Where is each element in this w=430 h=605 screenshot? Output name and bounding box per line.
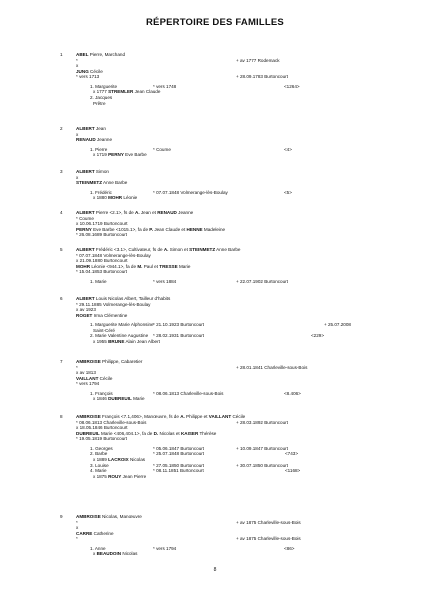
surname: ABEL xyxy=(76,52,89,57)
entry-text: x xyxy=(93,551,97,557)
entry-text: Anne Barbe xyxy=(215,247,241,252)
child-detail xyxy=(93,474,146,479)
entry-text: x 10.06.1719 Burtoncourt xyxy=(76,221,128,227)
death-date: + 28.03.1892 Burtoncourt xyxy=(236,419,288,425)
entry-text: x 21.09.1880 Burtoncourt xyxy=(76,258,128,264)
entry-line xyxy=(76,313,127,318)
entry-text: Léonie <944.1>, fa de xyxy=(90,263,138,269)
entry-text: Pierre, Marchand xyxy=(88,52,126,57)
surname: ALBERT xyxy=(76,126,95,131)
child-detail xyxy=(93,101,106,106)
child-entry xyxy=(90,95,112,100)
cross-reference: <86> xyxy=(284,545,295,551)
entry-text: Nicolas xyxy=(121,551,138,557)
entry-text: Nicolas xyxy=(128,457,146,462)
entry-text: Louis Nicolas Albert, Tailleur d'habits xyxy=(94,296,171,301)
entry-text: Irma Clémentine xyxy=(92,312,128,318)
surname: RENAUD xyxy=(76,137,96,143)
child-detail xyxy=(93,396,145,401)
entry-line xyxy=(76,126,106,131)
entry-text: 1. Marguerite xyxy=(90,83,118,89)
death-date: + 28.09.1783 Burtoncourt xyxy=(236,74,288,80)
child-entry xyxy=(90,322,154,327)
surname: BEAUDOIN xyxy=(96,551,122,557)
entry-line xyxy=(76,365,78,370)
entry-text: Philippe et xyxy=(184,414,209,419)
surname: STREMLER xyxy=(108,89,134,95)
child-detail xyxy=(93,339,160,344)
cross-reference: <1168> xyxy=(285,468,301,474)
child-entry xyxy=(90,391,113,396)
entry-text: Simon et xyxy=(168,247,190,252)
entry-line xyxy=(76,425,128,430)
surname: AMBROISE xyxy=(76,359,101,364)
surname: STEINMETZ xyxy=(76,180,103,186)
entry-text: 2. Barbe xyxy=(90,451,108,457)
entry-text: Prêtre xyxy=(93,100,106,106)
entry-text: * 19.05.1819 Burtoncourt xyxy=(76,436,128,442)
birth-date: * vers 1884 xyxy=(153,278,177,284)
birth-date: * 07.07.1848 Volmerange-lès-Boulay xyxy=(153,189,228,195)
entry-text: x xyxy=(76,525,79,531)
entry-text: x 1889 xyxy=(93,457,109,462)
entry-line xyxy=(76,359,142,364)
child-entry xyxy=(90,279,107,284)
entry-text: 1. Frédéric xyxy=(90,189,112,195)
entry-text: x 1719 xyxy=(93,152,109,158)
birth-date: * 25.07.1848 Burtoncourt xyxy=(153,451,205,457)
entry-line xyxy=(76,253,151,258)
surname: ALBERT xyxy=(76,169,95,174)
entry-text: Eve Barbe <1015.1>, fa de xyxy=(91,226,150,232)
surname: VAILLANT xyxy=(76,375,99,381)
child-detail xyxy=(93,551,137,556)
death-date: + 22.07.1902 Burtoncourt xyxy=(236,278,288,284)
surname: RENAUD xyxy=(157,210,177,215)
entry-text: * Coume xyxy=(76,215,94,221)
family-number: 9 xyxy=(60,514,63,519)
entry-text: Léonie xyxy=(122,195,138,201)
entry-line xyxy=(76,370,96,375)
entry-text: x 1777 xyxy=(93,89,109,95)
entry-text: x 1955 xyxy=(93,339,109,344)
family-number: 5 xyxy=(60,247,63,252)
death-date: + av 1777 Rodemack xyxy=(236,57,280,63)
entry-text: 1. Marie xyxy=(90,278,107,284)
birth-date: * 27.05.1850 Burtoncourt xyxy=(153,462,205,468)
entry-line xyxy=(76,247,240,252)
child-entry xyxy=(90,446,113,451)
death-date: + 10.09.1847 Burtoncourt xyxy=(236,445,288,451)
entry-text: Catherine xyxy=(92,530,114,536)
surname: ALBERT xyxy=(76,247,95,252)
cross-reference: <743> xyxy=(285,451,299,457)
entry-line xyxy=(76,525,78,530)
entry-text: Anne Barbe xyxy=(102,180,128,186)
entry-line xyxy=(76,514,142,519)
surname: VAILLANT xyxy=(208,414,232,419)
page-title: RÉPERTOIRE DES FAMILLES xyxy=(146,17,284,28)
entry-text: Eve Barbe xyxy=(123,152,147,158)
entry-text: 1. Georges xyxy=(90,445,113,451)
entry-text: Marie xyxy=(131,396,145,402)
entry-line xyxy=(76,180,127,185)
child-entry xyxy=(90,84,117,89)
surname: ROUY xyxy=(108,473,122,479)
entry-text: Cécile xyxy=(88,68,103,74)
entry-line xyxy=(76,52,125,57)
entry-text: Cécile xyxy=(98,375,113,381)
family-number: 2 xyxy=(60,126,63,131)
surname: ALBERT xyxy=(76,210,95,215)
entry-line xyxy=(76,169,109,174)
entry-text: x xyxy=(76,174,79,180)
family-number: 6 xyxy=(60,296,63,301)
entry-text: Jean et xyxy=(139,210,158,215)
surname: AMBROISE xyxy=(76,514,101,519)
birth-date: * 28.02.1931 Burtoncourt xyxy=(153,333,205,339)
entry-text: Nicolas et xyxy=(158,430,181,436)
entry-text: 1. Pierre xyxy=(90,146,108,152)
entry-text: * xyxy=(76,364,78,370)
surname: M. xyxy=(137,263,143,269)
surname: A. xyxy=(135,210,140,215)
entry-text: Saint-Céré xyxy=(93,327,115,333)
entry-text: François <7.1,406>, Manœuvre, fs de xyxy=(100,414,181,419)
entry-text: * vers 1713 xyxy=(76,74,100,80)
entry-text: Marie <406,404.1>, fa de xyxy=(99,430,154,436)
surname: ALBERT xyxy=(76,296,95,301)
entry-line xyxy=(76,376,112,381)
entry-line xyxy=(76,227,225,232)
birth-date: * 08.06.1813 Charleville-sous-Bois xyxy=(153,390,224,396)
surname: HENNE xyxy=(186,226,203,232)
entry-line xyxy=(76,258,128,263)
child-detail xyxy=(93,457,145,462)
entry-text: * 29.11.1885 Volmerange-lès-Boulay xyxy=(76,301,151,307)
entry-text: Madeleine xyxy=(202,226,226,232)
surname: D. xyxy=(153,430,159,436)
entry-text: x 1875 xyxy=(93,473,109,479)
entry-line xyxy=(76,296,170,301)
entry-line xyxy=(76,381,99,386)
entry-line xyxy=(76,216,94,221)
surname: A. xyxy=(180,414,185,419)
entry-text: 2. Jacques xyxy=(90,95,113,100)
entry-line xyxy=(76,436,127,441)
entry-text: Jean Pierre xyxy=(121,473,147,479)
entry-line xyxy=(76,420,146,425)
surname: DUBREUIL xyxy=(76,430,100,436)
birth-date: * 08.11.1851 Burtoncourt xyxy=(153,468,204,474)
surname: AMBROISE xyxy=(76,414,101,419)
child-entry xyxy=(90,451,107,456)
entry-text: x 1846 xyxy=(93,396,109,402)
child-detail xyxy=(93,89,160,94)
child-entry xyxy=(90,190,112,195)
birth-date: * 21.10.1923 Burtoncourt xyxy=(153,322,205,328)
death-date: + av 1875 Charleville-sous-Bois xyxy=(236,536,301,542)
surname: LACROIX xyxy=(108,457,129,462)
surname: ROGET xyxy=(76,312,93,318)
entry-text: Jean xyxy=(94,126,106,131)
entry-line xyxy=(76,221,128,226)
birth-date: * 05.06.1847 Burtoncourt xyxy=(153,445,205,451)
cross-reference: <4> xyxy=(284,146,292,152)
entry-text: Thérèse xyxy=(198,430,217,436)
entry-line xyxy=(76,302,150,307)
death-date: + av 1875 Charleville-sous-Bois xyxy=(236,519,301,525)
entry-text: Simon xyxy=(94,169,109,174)
child-entry xyxy=(90,333,148,338)
entry-text: * 26.08.1689 Burtoncourt xyxy=(76,232,128,238)
entry-line xyxy=(76,210,193,215)
entry-text: x xyxy=(76,131,79,137)
birth-date: * vers 1748 xyxy=(153,83,177,89)
birth-date: * Coume xyxy=(153,146,171,152)
entry-line xyxy=(76,69,103,74)
child-entry xyxy=(90,546,106,551)
entry-text: Jeanne xyxy=(95,137,113,143)
surname: KAISER xyxy=(180,430,199,436)
cross-reference: <229> xyxy=(311,333,325,339)
entry-text: x xyxy=(76,63,79,69)
birth-date: * vers 1794 xyxy=(153,545,177,551)
child-detail xyxy=(93,152,147,157)
surname: CARRE xyxy=(76,530,93,536)
entry-text: * xyxy=(76,536,78,542)
entry-text: x av 1813 xyxy=(76,370,96,376)
entry-text: * 15.04.1853 Burtoncourt xyxy=(76,269,128,275)
entry-text: Frédéric <3.1>, Cultivateur, fs de xyxy=(94,247,164,252)
family-number: 8 xyxy=(60,414,63,419)
cross-reference: <8.406> xyxy=(284,390,301,396)
family-number: 1 xyxy=(60,52,63,57)
surname: A. xyxy=(163,247,169,252)
entry-line xyxy=(76,74,99,79)
entry-text: 2. Marie Valentine Augustine xyxy=(90,333,149,339)
entry-text: 1. François xyxy=(90,390,113,396)
entry-line xyxy=(76,520,78,525)
entry-text: 1. Marguerite Marie Alphonsine xyxy=(90,322,154,328)
entry-line xyxy=(76,58,78,63)
family-number: 3 xyxy=(60,169,63,174)
entry-line xyxy=(76,269,127,274)
surname: MOHR xyxy=(108,195,123,201)
entry-text: 3. Louise xyxy=(90,462,109,468)
page-number: 8 xyxy=(213,567,217,573)
entry-text: Philippe, Cabaretier xyxy=(100,359,143,364)
entry-text: Jeanne xyxy=(176,210,194,215)
child-entry xyxy=(90,147,107,152)
entry-line xyxy=(76,531,114,536)
child-entry xyxy=(90,463,109,468)
entry-text: * xyxy=(76,519,78,525)
surname: BRUNE xyxy=(108,339,125,344)
death-date: + 30.07.1850 Burtoncourt xyxy=(236,462,288,468)
surname: MOHR xyxy=(76,263,91,269)
entry-text: Paul et xyxy=(142,263,160,269)
entry-text: x 1880 xyxy=(93,195,109,201)
family-number: 4 xyxy=(60,210,63,215)
entry-text: Alain Jean Albert xyxy=(124,339,160,344)
entry-text: Cécile xyxy=(231,414,246,419)
surname: PERNY xyxy=(108,152,124,158)
entry-text: x 18.05.1846 Burtoncourt xyxy=(76,425,128,431)
entry-line xyxy=(76,264,190,269)
cross-reference: <1264> xyxy=(284,83,300,89)
entry-text: * 07.07.1848 Volmerange-lès-Boulay xyxy=(76,252,151,258)
entry-text: * xyxy=(76,57,78,63)
entry-line xyxy=(76,63,78,68)
entry-text: * vers 1794 xyxy=(76,381,100,387)
entry-text: Jean Claude et xyxy=(153,226,187,232)
child-entry xyxy=(90,468,107,473)
surname: P. xyxy=(149,226,154,232)
entry-text: Marie xyxy=(177,263,191,269)
entry-text: x av 1923 xyxy=(76,307,96,313)
entry-text: 1. Anne xyxy=(90,545,106,551)
entry-line xyxy=(76,175,78,180)
surname: STEINMETZ xyxy=(189,247,216,252)
death-date: + 28.01.1841 Charleville-sous-Bois xyxy=(236,364,308,370)
death-date: + 25.07.2008 xyxy=(324,322,351,328)
entry-line xyxy=(76,414,245,419)
child-detail xyxy=(93,195,137,200)
cross-reference: <5> xyxy=(284,189,292,195)
surname: TRESSE xyxy=(159,263,178,269)
entry-line xyxy=(76,536,78,541)
entry-text: * 08.06.1813 Charleville-sous-Bois xyxy=(76,419,147,425)
entry-line xyxy=(76,232,127,237)
entry-text: Nicolas, Manœuvre xyxy=(100,514,142,519)
entry-line xyxy=(76,307,96,312)
entry-text: 4. Marie xyxy=(90,468,107,474)
entry-text: Pierre <2.1>, fs de xyxy=(94,210,135,215)
surname: DUBREUIL xyxy=(108,396,132,402)
child-detail xyxy=(93,328,115,333)
surname: JUNG xyxy=(76,68,89,74)
entry-line xyxy=(76,137,112,142)
surname: PERNY xyxy=(76,226,92,232)
entry-line xyxy=(76,431,216,436)
entry-text: Jean Claude xyxy=(133,89,161,95)
family-number: 7 xyxy=(60,359,63,364)
entry-line xyxy=(76,132,78,137)
